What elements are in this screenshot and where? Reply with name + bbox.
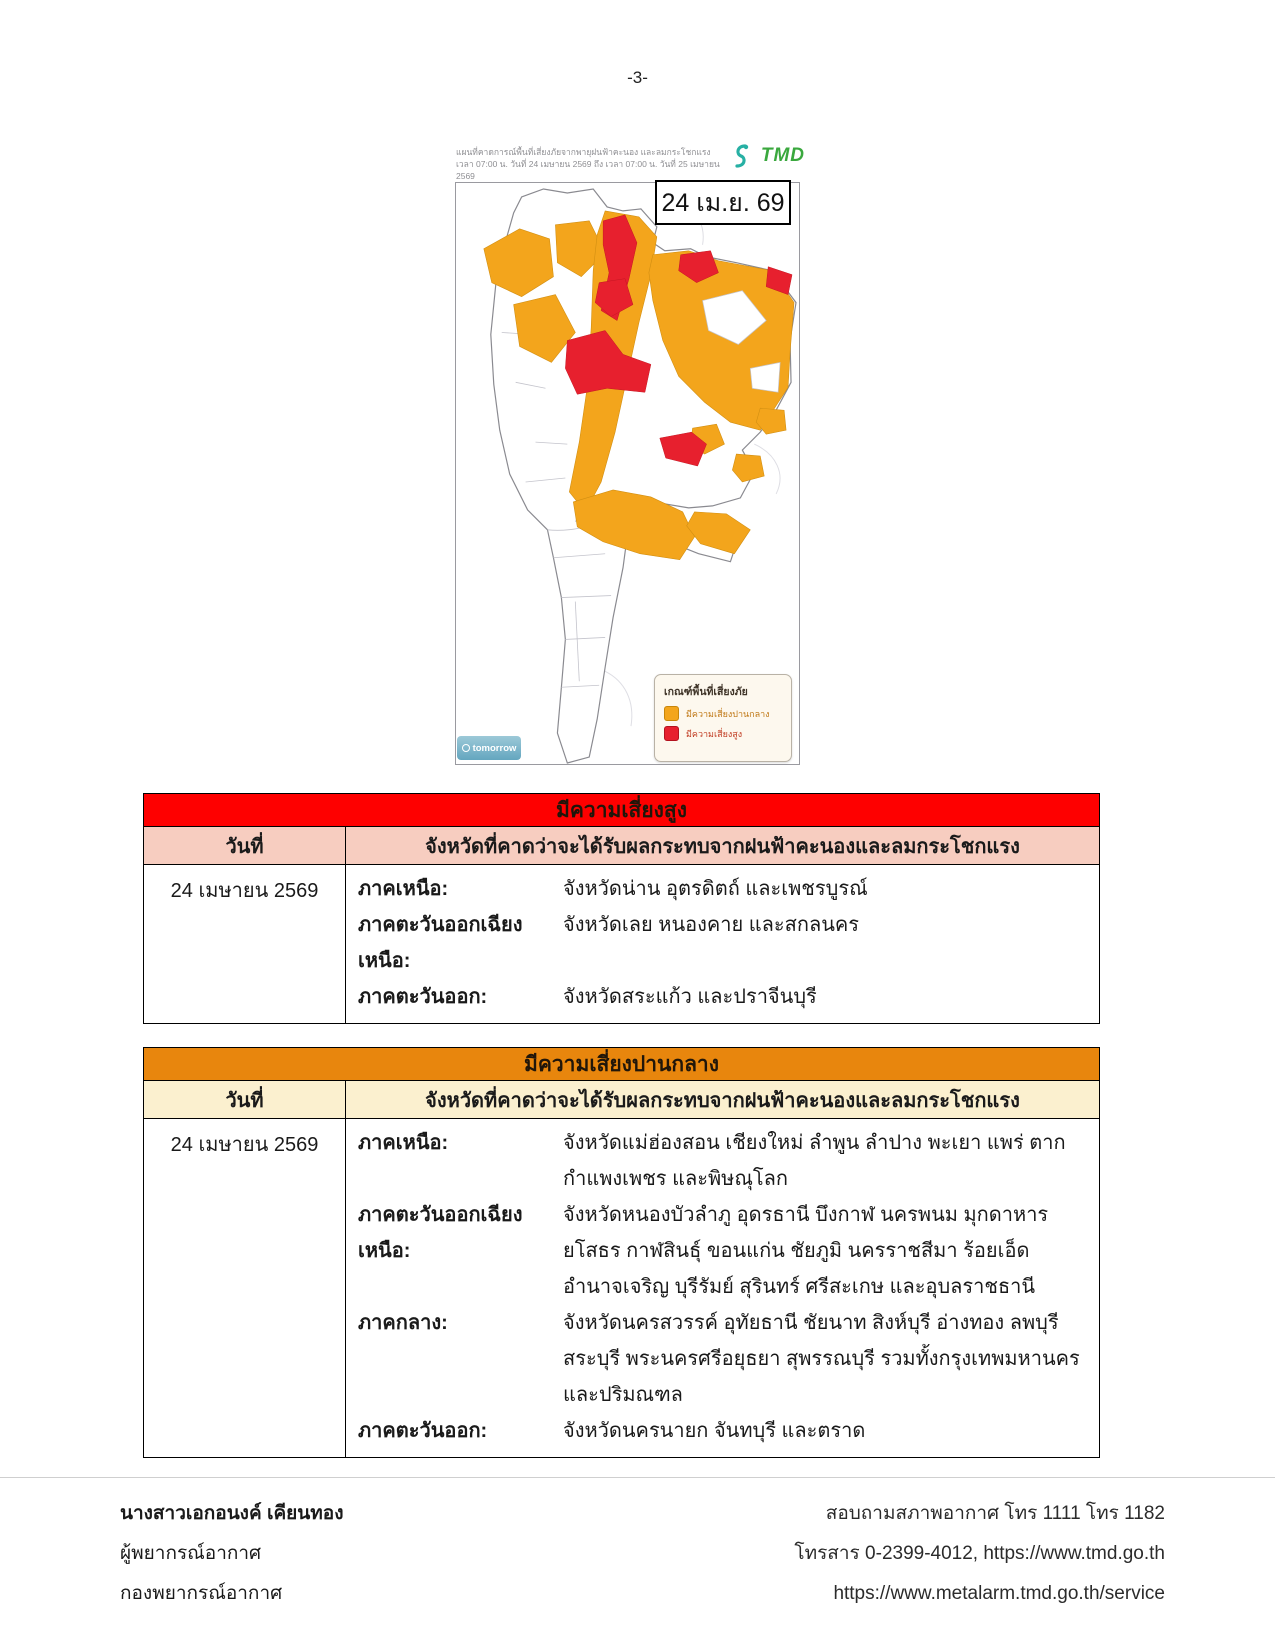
map-caption xyxy=(456,146,728,182)
date-cell: 24 เมษายน 2569 xyxy=(144,1119,346,1457)
column-header-provinces: จังหวัดที่คาดว่าจะได้รับผลกระทบจากฝนฟ้าคะนองและลมกระโชกแรง xyxy=(425,835,1020,858)
province-list: และปริมณฑล xyxy=(563,1384,683,1406)
region-row xyxy=(358,871,1091,907)
legend-label: มีความเสี่ยงปานกลาง xyxy=(686,708,770,719)
table-title-moderate: มีความเสี่ยงปานกลาง xyxy=(144,1048,1099,1081)
risk-map-figure xyxy=(450,140,805,765)
contact-fax-website: โทรสาร 0-2399-4012, https://www.tmd.go.th xyxy=(794,1543,1165,1564)
legend-item xyxy=(664,706,782,721)
risk-table-moderate xyxy=(143,1047,1100,1458)
legend-title: เกณฑ์พื้นที่เสี่ยงภัย xyxy=(664,686,748,698)
table-body xyxy=(144,865,1099,1023)
province-list: จังหวัดนครนายก จันทบุรี และตราด xyxy=(563,1420,866,1442)
column-header-date: วันที่ xyxy=(144,827,346,864)
column-header-date: วันที่ xyxy=(144,1081,346,1118)
forecaster-name: นางสาวเอกอนงค์ เคียนทอง xyxy=(120,1503,344,1524)
region-row xyxy=(358,1125,1091,1197)
region-label: ภาคตะวันออก: xyxy=(358,1420,488,1442)
region-label: ภาคกลาง: xyxy=(358,1312,448,1334)
province-list: กำแพงเพชร และพิษณุโลก xyxy=(563,1168,788,1190)
tomorrow-watermark xyxy=(457,736,521,760)
legend-label: มีความเสี่ยงสูง xyxy=(686,728,743,739)
footer-divider xyxy=(0,1477,1275,1478)
risk-table-high xyxy=(143,793,1100,1024)
province-list: จังหวัดน่าน อุตรดิตถ์ และเพชรบูรณ์ xyxy=(563,878,868,900)
province-list: จังหวัดสระแก้ว และปราจีนบุรี xyxy=(563,986,817,1008)
provinces-cell xyxy=(346,1119,1099,1457)
legend-item xyxy=(664,726,782,741)
date-cell: 24 เมษายน 2569 xyxy=(144,865,346,1023)
contact-phone: สอบถามสภาพอากาศ โทร 1111 โทร 1182 xyxy=(825,1503,1165,1524)
high-risk-swatch xyxy=(664,726,679,741)
province-list: สระบุรี พระนครศรีอยุธยา สุพรรณบุรี รวมทั้งกรุงเทพมหานคร xyxy=(563,1348,1080,1370)
region-row xyxy=(358,1197,1091,1305)
tomorrow-icon xyxy=(462,744,470,752)
region-label: ภาคเหนือ: xyxy=(358,878,449,900)
logo-group xyxy=(727,142,805,170)
map-legend xyxy=(654,674,792,762)
province-list: จังหวัดนครสวรรค์ อุทัยธานี ชัยนาท สิงห์บุรี อ่างทอง ลพบุรี xyxy=(563,1312,1059,1334)
province-list: อำนาจเจริญ บุรีรัมย์ สุรินทร์ ศรีสะเกษ และอุบลราชธานี xyxy=(563,1276,1036,1298)
table-subheader xyxy=(144,827,1099,865)
table-subheader xyxy=(144,1081,1099,1119)
tomorrow-label: tomorrow xyxy=(472,742,517,754)
province-list: จังหวัดหนองบัวลำภู อุดรธานี บึงกาฬ นครพนม มุกดาหาร xyxy=(563,1204,1049,1226)
region-label: ภาคตะวันออกเฉียงเหนือ: xyxy=(358,1204,523,1262)
map-caption-line2: เวลา 07:00 น. วันที่ 24 เมษายน 2569 ถึง เวลา 07:00 น. วันที่ 25 เมษายน 2569 xyxy=(456,159,720,181)
column-header-provinces: จังหวัดที่คาดว่าจะได้รับผลกระทบจากฝนฟ้าคะนองและลมกระโชกแรง xyxy=(425,1089,1020,1112)
table-body xyxy=(144,1119,1099,1457)
footer-contact xyxy=(794,1494,1165,1614)
tmd-swirl-icon xyxy=(727,142,755,170)
region-row xyxy=(358,979,1091,1015)
table-title-high: มีความเสี่ยงสูง xyxy=(144,794,1099,827)
map-date-badge: 24 เม.ย. 69 xyxy=(655,180,791,225)
province-list: ยโสธร กาฬสินธุ์ ขอนแก่น ชัยภูมิ นครราชสีมา ร้อยเอ็ด xyxy=(563,1240,1030,1262)
region-label: ภาคตะวันออก: xyxy=(358,986,488,1008)
region-row xyxy=(358,1413,1091,1449)
provinces-cell xyxy=(346,865,1099,1023)
tmd-logo-text: TMD xyxy=(760,145,805,166)
region-row xyxy=(358,907,1091,979)
region-label: ภาคเหนือ: xyxy=(358,1132,449,1154)
moderate-risk-swatch xyxy=(664,706,679,721)
province-list: จังหวัดเลย หนองคาย และสกลนคร xyxy=(563,914,860,936)
region-label: ภาคตะวันออกเฉียงเหนือ: xyxy=(358,914,523,972)
province-list: จังหวัดแม่ฮ่องสอน เชียงใหม่ ลำพูน ลำปาง พะเยา แพร่ ตาก xyxy=(563,1132,1066,1154)
footer-forecaster xyxy=(120,1494,343,1614)
forecaster-division: กองพยากรณ์อากาศ xyxy=(120,1583,283,1604)
map-caption-line1: แผนที่คาดการณ์พื้นที่เสี่ยงภัยจากพายุฝนฟ้าคะนอง และลมกระโชกแรง xyxy=(456,147,711,157)
forecaster-title: ผู้พยากรณ์อากาศ xyxy=(120,1543,262,1564)
contact-metalarm-url: https://www.metalarm.tmd.go.th/service xyxy=(833,1583,1165,1604)
region-row xyxy=(358,1305,1091,1413)
page-number: -3- xyxy=(627,68,648,87)
